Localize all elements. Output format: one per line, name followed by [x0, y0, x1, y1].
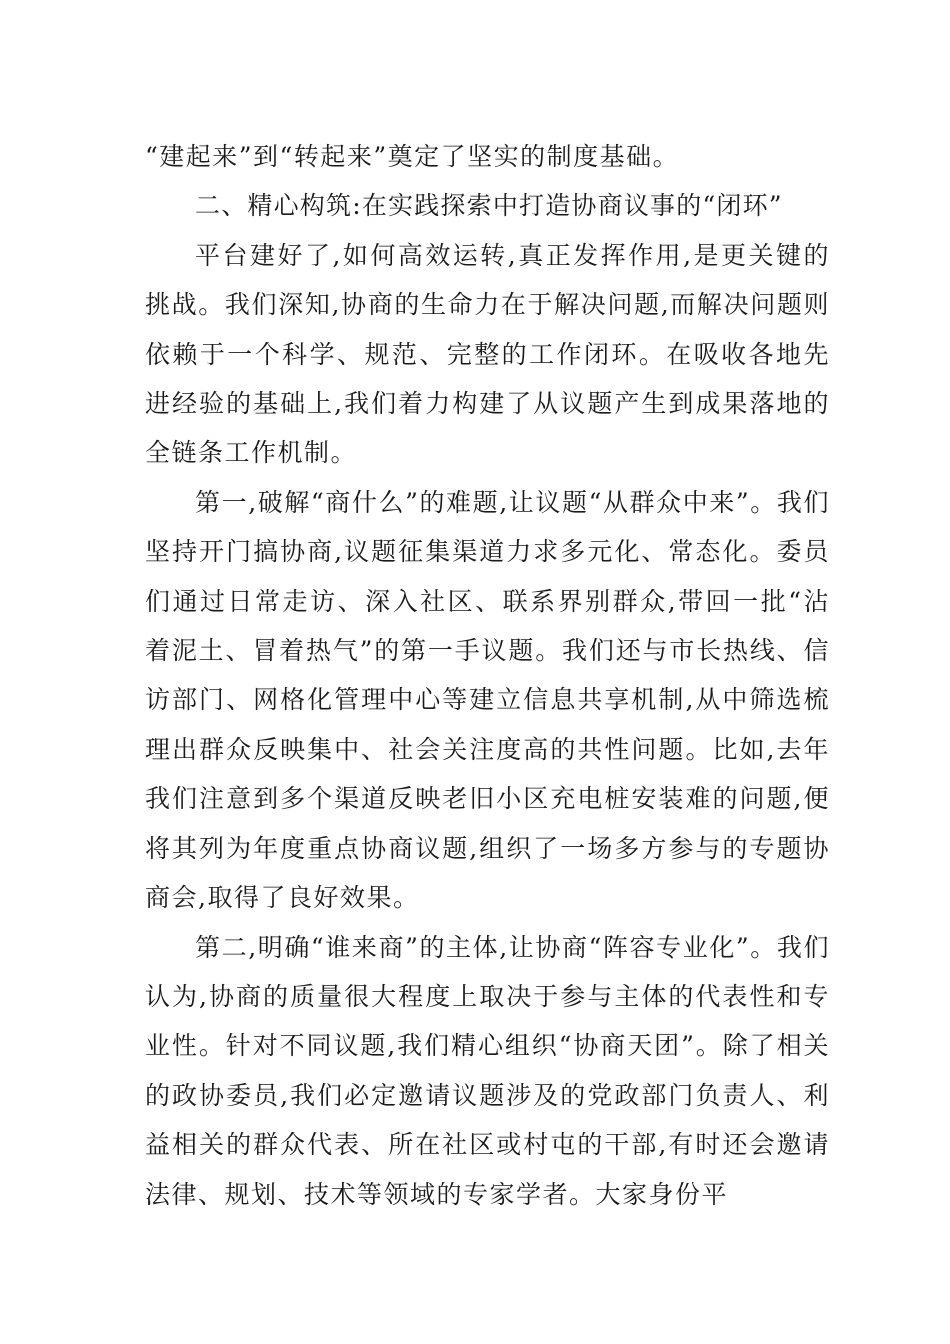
paragraph-platform: 平台建好了,如何高效运转,真正发挥作用,是更关键的挑战。我们深知,协商的生命力在于解决问题,而解决问题则依赖于一个科学、规范、完整的工作闭环。在吸收各地先进经验的基础上,我们着力构建了从议题产生到成果落地的全链条工作机制。 [145, 240, 830, 468]
document-body [145, 132, 830, 1219]
paragraph-first-point: 第一,破解“商什么”的难题,让议题“从群众中来”。我们坚持开门搞协商,议题征集渠道力求多元化、常态化。委员们通过日常走访、深入社区、联系界别群众,带回一批“沾着泥土、冒着热气”的第一手议题。我们还与市长热线、信访部门、网格化管理中心等建立信息共享机制,从中筛选梳理出群众反映集中、社会关注度高的共性问题。比如,去年我们注意到多个渠道反映老旧小区充电桩安装难的问题,便将其列为年度重点协商议题,组织了一场多方参与的专题协商会,取得了良好效果。 [145, 487, 830, 913]
paragraph-second-point: 第二,明确“谁来商”的主体,让协商“阵容专业化”。我们认为,协商的质量很大程度上取决于参与主体的代表性和专业性。针对不同议题,我们精心组织“协商天团”。除了相关的政协委员,我们必定邀请议题涉及的党政部门负责人、利益相关的群众代表、所在社区或村屯的干部,有时还会邀请法律、规划、技术等领域的专家学者。大家身份平 [145, 932, 830, 1209]
paragraph-continuation: “建起来”到“转起来”奠定了坚实的制度基础。 [145, 142, 680, 171]
section-heading: 二、精心构筑:在实践探索中打造协商议事的“闭环” [195, 191, 783, 221]
